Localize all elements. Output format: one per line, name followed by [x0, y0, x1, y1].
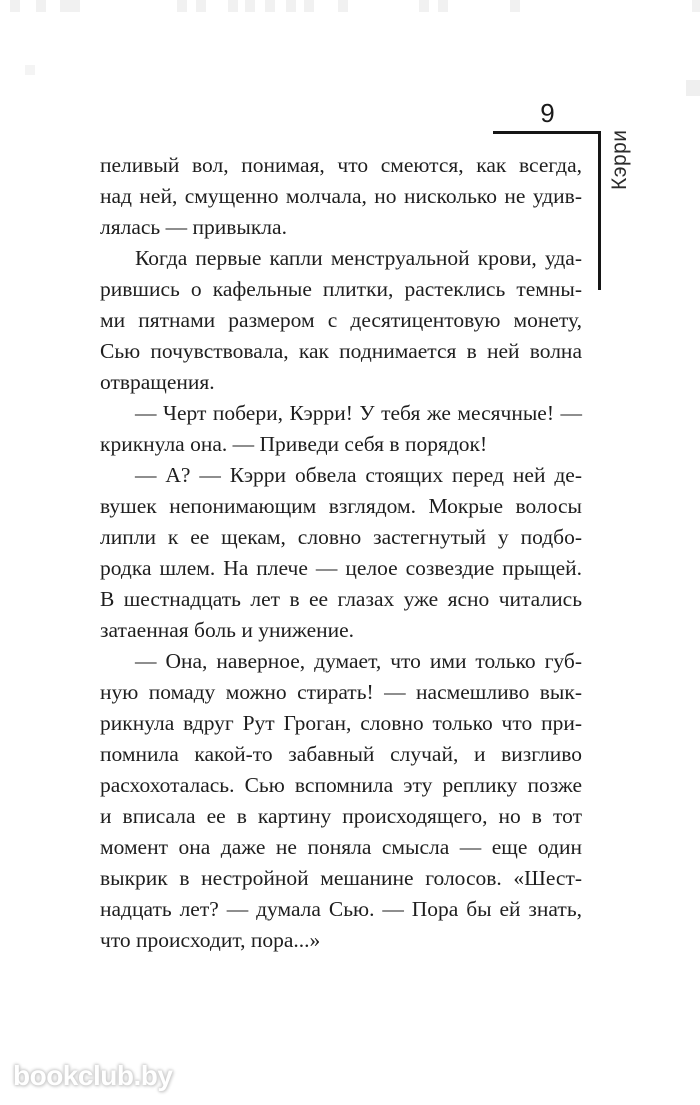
text-line: отвращения.	[100, 370, 215, 394]
paragraph	[100, 398, 582, 460]
text-line: Сью почувствовала, как поднимается в ней волна	[100, 339, 582, 363]
text-line: пеливый вол, понимая, что смеются, как всегда,	[100, 153, 582, 177]
text-line: над ней, смущенно молчала, но нисколько не удив-	[100, 184, 582, 208]
text-line: вушек непонимающим взглядом. Мокрые волосы	[100, 494, 582, 518]
scan-artifact	[510, 0, 520, 12]
text-line: ми пятнами размером с десятицентовую монету,	[100, 308, 582, 332]
watermark: bookclub.by	[13, 1060, 173, 1091]
running-title: Кэрри	[608, 129, 631, 190]
scan-artifact	[304, 0, 314, 12]
page-number: 9	[540, 98, 555, 128]
text-line: надцать лет? — думала Сью. — Пора бы ей знать,	[100, 897, 582, 921]
text-line: помнила какой-то забавный случай, и визгливо	[100, 742, 582, 766]
body-text	[100, 150, 582, 956]
scan-artifact	[36, 0, 46, 12]
scan-artifact	[60, 0, 80, 12]
text-line: рикнула вдруг Рут Гроган, словно только что при-	[100, 711, 582, 735]
text-line: — Черт побери, Кэрри! У тебя же месячные! —	[135, 401, 582, 425]
text-line: что происходит, пора...»	[100, 928, 321, 952]
paragraph	[100, 460, 582, 646]
scan-artifact	[686, 80, 700, 96]
scan-artifact	[419, 0, 429, 12]
scan-artifact	[177, 0, 187, 12]
header-rule-vertical	[598, 131, 601, 290]
text-line: затаенная боль и унижение.	[100, 618, 355, 642]
scan-artifact	[10, 0, 20, 12]
scan-artifact	[228, 0, 238, 12]
text-line: выкрик в нестройной мешанине голосов. «Шест-	[100, 866, 582, 890]
paragraph	[100, 243, 582, 398]
scan-artifact	[265, 0, 275, 12]
paragraph	[100, 150, 582, 243]
scan-artifact	[196, 0, 206, 12]
scan-artifact	[25, 65, 35, 75]
header-rule-horizontal	[493, 131, 601, 134]
text-line: и вписала ее в картину происходящего, но в тот	[100, 804, 582, 828]
text-line: — А? — Кэрри обвела стоящих перед ней де-	[135, 463, 582, 487]
text-line: ную помаду можно стирать! — насмешливо вык-	[100, 680, 582, 704]
scan-artifact	[286, 0, 296, 12]
scan-artifact	[245, 0, 255, 12]
text-line: расхохоталась. Сью вспомнила эту реплику позже	[100, 773, 582, 797]
paragraph	[100, 646, 582, 956]
scan-artifact	[692, 0, 700, 12]
text-line: момент она даже не поняла смысла — еще один	[100, 835, 582, 859]
scan-artifact	[338, 0, 348, 12]
text-line: лялась — привыкла.	[100, 215, 287, 239]
text-line: В шестнадцать лет в ее глазах уже ясно читались	[100, 587, 582, 611]
text-line: крикнула она. — Приведи себя в порядок!	[100, 432, 488, 456]
text-line: — Она, наверное, думает, что ими только губ-	[135, 649, 582, 673]
text-line: Когда первые капли менструальной крови, уда-	[135, 246, 582, 270]
text-line: рившись о кафельные плитки, растеклись темны-	[100, 277, 582, 301]
text-line: родка шлем. На плече — целое созвездие прыщей.	[100, 556, 582, 580]
scan-artifact	[438, 0, 448, 12]
text-line: липли к ее щекам, словно застегнутый у подбо-	[100, 525, 582, 549]
